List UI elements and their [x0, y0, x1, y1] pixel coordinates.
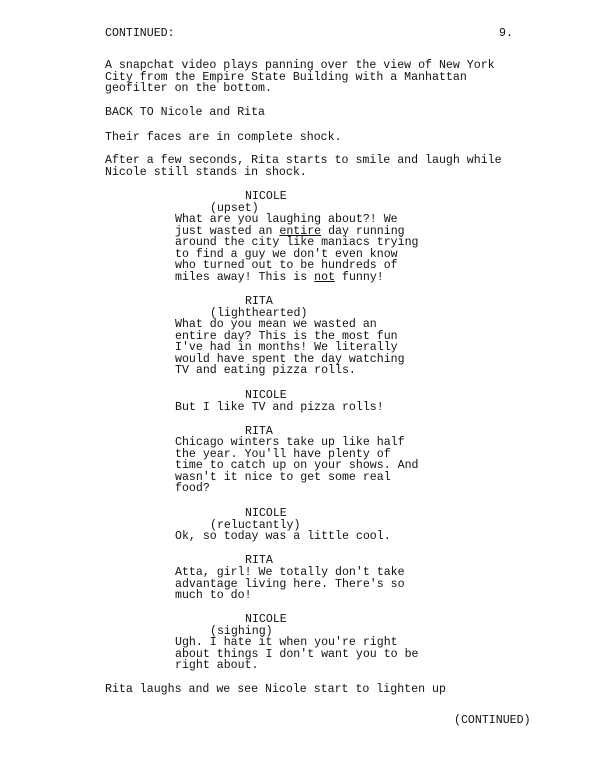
dialogue-block	[175, 437, 419, 495]
script-line: (reluctantly)	[210, 519, 301, 532]
script-line: TV and eating pizza rolls.	[175, 364, 356, 378]
script-line: much to do!	[175, 589, 252, 603]
dialogue-block	[175, 531, 391, 543]
dialogue-block	[175, 214, 419, 284]
dialogue-block	[175, 567, 405, 602]
underlined-word: not	[314, 270, 336, 284]
character-cue	[245, 191, 287, 203]
script-line: (upset)	[210, 202, 259, 215]
script-line: A snapchat video plays panning over the view of New York	[105, 59, 495, 72]
script-line: After a few seconds, Rita starts to smile and laugh while	[105, 154, 502, 167]
script-line: Ok, so today was a little cool.	[175, 530, 391, 543]
character-cue	[245, 508, 287, 520]
action-block	[105, 107, 265, 119]
script-line: advantage living here. There's so	[175, 577, 405, 591]
script-line: to find a guy we don't even know	[175, 247, 398, 261]
script-line: geofilter on the bottom.	[105, 82, 272, 96]
action-block	[105, 684, 446, 696]
script-line: right about.	[175, 659, 259, 673]
script-line: around the city like maniacs trying	[175, 236, 419, 250]
script-line: Their faces are in complete shock.	[105, 131, 342, 144]
character-cue	[245, 296, 273, 308]
script-line: miles away! This is not funny!	[175, 270, 384, 284]
script-line: What do you mean we wasted an	[175, 318, 377, 331]
character-cue	[245, 390, 287, 402]
underlined-word: entire	[279, 224, 322, 238]
action-block	[105, 155, 502, 178]
character-cue	[245, 555, 273, 567]
script-line: who turned out to be hundreds of	[175, 259, 398, 273]
script-line: RITA	[245, 554, 273, 567]
action-block	[105, 60, 495, 95]
script-line: Chicago winters take up like half	[175, 436, 405, 449]
continued-header: CONTINUED:	[105, 27, 175, 40]
script-line: Nicole still stands in shock.	[105, 165, 307, 179]
script-line: RITA	[245, 425, 273, 438]
dialogue-block	[175, 637, 419, 672]
script-line: NICOLE	[245, 190, 287, 203]
script-line: RITA	[245, 295, 273, 308]
script-line: I've had in months! We literally	[175, 341, 398, 355]
continued-footer: (CONTINUED)	[454, 714, 531, 727]
dialogue-block	[175, 319, 405, 377]
script-line: wasn't it nice to get some real	[175, 470, 391, 484]
script-line: NICOLE	[245, 507, 287, 520]
script-line: just wasted an entire day running	[175, 224, 405, 238]
script-line: NICOLE	[245, 613, 287, 626]
script-line: entire day? This is the most fun	[175, 329, 398, 343]
script-line: City from the Empire State Building with a Manhattan	[105, 70, 467, 84]
script-line: time to catch up on your shows. And	[175, 459, 419, 473]
script-line: But I like TV and pizza rolls!	[175, 401, 384, 414]
action-block	[105, 132, 342, 144]
script-line: food?	[175, 482, 210, 496]
dialogue-block	[175, 402, 384, 414]
character-cue	[245, 614, 287, 626]
script-line: the year. You'll have plenty of	[175, 447, 391, 461]
script-line: (lighthearted)	[210, 307, 308, 320]
script-line: NICOLE	[245, 389, 287, 402]
script-line: BACK TO Nicole and Rita	[105, 106, 266, 119]
script-line: Ugh. I hate it when you're right	[175, 636, 398, 649]
script-line: Rita laughs and we see Nicole start to lighten up	[105, 683, 446, 696]
script-line: about things I don't want you to be	[175, 647, 419, 661]
script-line: would have spent the day watching	[175, 352, 405, 366]
script-line: (sighing)	[210, 625, 273, 638]
page-number: 9.	[499, 27, 513, 40]
script-line: What are you laughing about?! We	[175, 213, 398, 226]
script-line: Atta, girl! We totally don't take	[175, 566, 405, 579]
